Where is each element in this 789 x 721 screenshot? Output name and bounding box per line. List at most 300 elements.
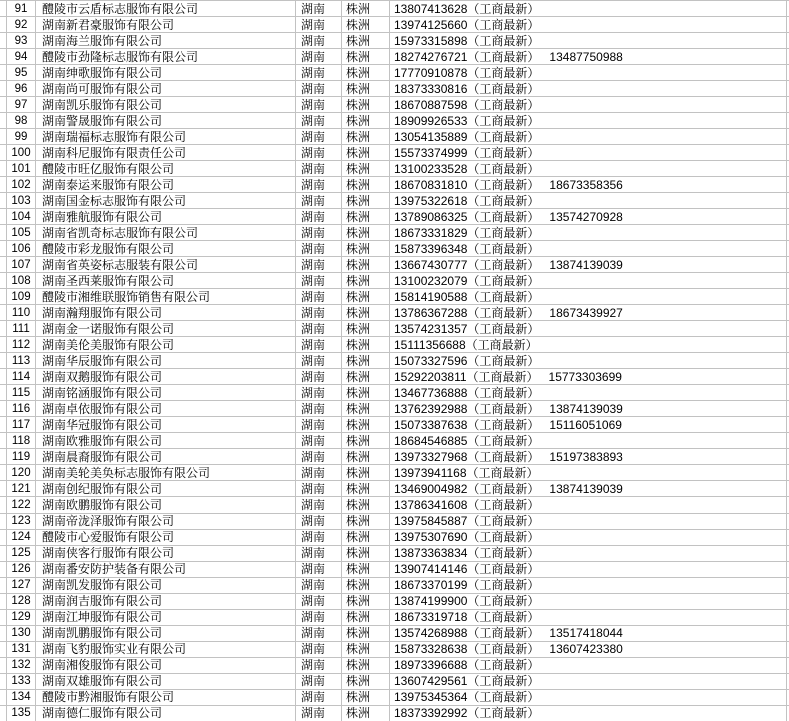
cell-left-sliver[interactable] xyxy=(0,626,7,641)
cell-phones[interactable] xyxy=(390,161,787,176)
cell-row-number[interactable]: 105 xyxy=(7,225,36,240)
cell-city[interactable]: 株洲 xyxy=(342,417,390,432)
cell-row-number[interactable]: 134 xyxy=(7,690,36,705)
cell-company-name[interactable]: 湖南国金标志服饰有限公司 xyxy=(36,193,296,208)
cell-left-sliver[interactable] xyxy=(0,177,7,192)
cell-province[interactable]: 湖南 xyxy=(296,273,342,288)
cell-province[interactable]: 湖南 xyxy=(296,97,342,112)
cell-phones[interactable] xyxy=(390,385,787,400)
cell-row-number[interactable]: 116 xyxy=(7,401,36,416)
cell-province[interactable]: 湖南 xyxy=(296,17,342,32)
cell-phones[interactable] xyxy=(390,97,787,112)
cell-city[interactable]: 株洲 xyxy=(342,193,390,208)
cell-city[interactable]: 株洲 xyxy=(342,241,390,256)
cell-phones[interactable] xyxy=(390,257,787,272)
cell-row-number[interactable]: 129 xyxy=(7,610,36,625)
cell-left-sliver[interactable] xyxy=(0,562,7,577)
cell-city[interactable]: 株洲 xyxy=(342,209,390,224)
table-row xyxy=(0,353,789,369)
cell-phones[interactable] xyxy=(390,225,787,240)
table-row xyxy=(0,97,789,113)
cell-city[interactable]: 株洲 xyxy=(342,385,390,400)
cell-phones[interactable] xyxy=(390,658,787,673)
table-row xyxy=(0,225,789,241)
table-row xyxy=(0,273,789,289)
cell-phones[interactable] xyxy=(390,17,787,32)
cell-row-number[interactable]: 130 xyxy=(7,626,36,641)
cell-city[interactable]: 株洲 xyxy=(342,177,390,192)
cell-row-number[interactable]: 117 xyxy=(7,417,36,432)
cell-left-sliver[interactable] xyxy=(0,225,7,240)
cell-phones[interactable] xyxy=(390,530,787,545)
cell-city[interactable]: 株洲 xyxy=(342,257,390,272)
cell-province[interactable]: 湖南 xyxy=(296,337,342,352)
phone-primary-text: 13789086325（工商最新） xyxy=(394,209,540,224)
phone-primary-text: 15973315898（工商最新） xyxy=(394,33,540,48)
cell-left-sliver[interactable] xyxy=(0,449,7,464)
cell-phones[interactable] xyxy=(390,401,787,416)
cell-left-sliver[interactable] xyxy=(0,417,7,432)
cell-row-number[interactable]: 127 xyxy=(7,578,36,593)
cell-company-name[interactable]: 湖南圣西莱服饰有限公司 xyxy=(36,273,296,288)
cell-row-number[interactable]: 109 xyxy=(7,289,36,304)
cell-phones[interactable] xyxy=(390,449,787,464)
cell-province[interactable]: 湖南 xyxy=(296,642,342,657)
cell-row-number[interactable]: 132 xyxy=(7,658,36,673)
cell-company-name[interactable]: 湖南帝泷泽服饰有限公司 xyxy=(36,514,296,529)
cell-phones[interactable] xyxy=(390,177,787,192)
cell-row-number[interactable]: 121 xyxy=(7,481,36,496)
cell-phones[interactable] xyxy=(390,626,787,641)
cell-phones[interactable] xyxy=(390,81,787,96)
cell-row-number[interactable]: 103 xyxy=(7,193,36,208)
cell-company-name[interactable]: 醴陵市湘维联服饰销售有限公司 xyxy=(36,289,296,304)
cell-company-name[interactable]: 湖南雅航服饰有限公司 xyxy=(36,209,296,224)
cell-left-sliver[interactable] xyxy=(0,161,7,176)
cell-row-number[interactable]: 106 xyxy=(7,241,36,256)
cell-city[interactable]: 株洲 xyxy=(342,289,390,304)
cell-city[interactable]: 株洲 xyxy=(342,433,390,448)
cell-row-number[interactable]: 115 xyxy=(7,385,36,400)
cell-province[interactable]: 湖南 xyxy=(296,209,342,224)
cell-company-name[interactable]: 湖南湘俊服饰有限公司 xyxy=(36,658,296,673)
cell-row-number[interactable]: 110 xyxy=(7,305,36,320)
cell-city[interactable]: 株洲 xyxy=(342,321,390,336)
cell-province[interactable]: 湖南 xyxy=(296,1,342,16)
cell-company-name[interactable]: 湖南瑞福标志服饰有限公司 xyxy=(36,129,296,144)
cell-city[interactable]: 株洲 xyxy=(342,610,390,625)
phone-primary-text: 13467736888（工商最新） xyxy=(394,385,540,400)
cell-province[interactable]: 湖南 xyxy=(296,530,342,545)
cell-company-name[interactable]: 湖南华辰服饰有限公司 xyxy=(36,353,296,368)
cell-row-number[interactable]: 96 xyxy=(7,81,36,96)
phone-secondary-text: 13874139039 xyxy=(549,257,623,272)
cell-city[interactable]: 株洲 xyxy=(342,1,390,16)
phone-secondary-text: 13487750988 xyxy=(549,49,623,64)
cell-phones[interactable] xyxy=(390,305,787,320)
cell-province[interactable]: 湖南 xyxy=(296,81,342,96)
cell-city[interactable]: 株洲 xyxy=(342,562,390,577)
cell-company-name[interactable]: 湖南泰运来服饰有限公司 xyxy=(36,177,296,192)
cell-company-name[interactable]: 醴陵市黔湘服饰有限公司 xyxy=(36,690,296,705)
cell-province[interactable]: 湖南 xyxy=(296,690,342,705)
cell-left-sliver[interactable] xyxy=(0,658,7,673)
table-row xyxy=(0,145,789,161)
cell-left-sliver[interactable] xyxy=(0,594,7,609)
cell-city[interactable]: 株洲 xyxy=(342,449,390,464)
cell-province[interactable]: 湖南 xyxy=(296,674,342,689)
table-row xyxy=(0,706,789,721)
cell-company-name[interactable]: 湖南新君豪服饰有限公司 xyxy=(36,17,296,32)
cell-row-number[interactable]: 120 xyxy=(7,465,36,480)
cell-company-name[interactable]: 湖南欧雅服饰有限公司 xyxy=(36,433,296,448)
cell-province[interactable]: 湖南 xyxy=(296,385,342,400)
cell-phones[interactable] xyxy=(390,369,787,384)
cell-row-number[interactable]: 99 xyxy=(7,129,36,144)
cell-province[interactable]: 湖南 xyxy=(296,497,342,512)
cell-city[interactable]: 株洲 xyxy=(342,129,390,144)
cell-company-name[interactable]: 湖南侠客行服饰有限公司 xyxy=(36,546,296,561)
cell-province[interactable]: 湖南 xyxy=(296,610,342,625)
cell-phones[interactable] xyxy=(390,594,787,609)
cell-left-sliver[interactable] xyxy=(0,129,7,144)
cell-city[interactable]: 株洲 xyxy=(342,145,390,160)
cell-left-sliver[interactable] xyxy=(0,497,7,512)
cell-left-sliver[interactable] xyxy=(0,33,7,48)
cell-province[interactable]: 湖南 xyxy=(296,65,342,80)
table-row xyxy=(0,33,789,49)
cell-province[interactable]: 湖南 xyxy=(296,658,342,673)
cell-city[interactable]: 株洲 xyxy=(342,546,390,561)
cell-phones[interactable] xyxy=(390,353,787,368)
cell-row-number[interactable]: 113 xyxy=(7,353,36,368)
cell-province[interactable]: 湖南 xyxy=(296,546,342,561)
phone-secondary-text: 13517418044 xyxy=(549,626,623,641)
cell-company-name[interactable]: 醴陵市彩龙服饰有限公司 xyxy=(36,241,296,256)
cell-phones[interactable] xyxy=(390,145,787,160)
cell-row-number[interactable]: 128 xyxy=(7,594,36,609)
cell-phones[interactable] xyxy=(390,1,787,16)
cell-left-sliver[interactable] xyxy=(0,97,7,112)
cell-province[interactable]: 湖南 xyxy=(296,481,342,496)
cell-province[interactable]: 湖南 xyxy=(296,578,342,593)
cell-city[interactable]: 株洲 xyxy=(342,594,390,609)
cell-province[interactable]: 湖南 xyxy=(296,321,342,336)
cell-left-sliver[interactable] xyxy=(0,241,7,256)
cell-province[interactable]: 湖南 xyxy=(296,353,342,368)
cell-company-name[interactable]: 湖南海兰服饰有限公司 xyxy=(36,33,296,48)
cell-row-number[interactable]: 98 xyxy=(7,113,36,128)
cell-phones[interactable] xyxy=(390,706,787,721)
table-row xyxy=(0,690,789,706)
cell-left-sliver[interactable] xyxy=(0,113,7,128)
cell-city[interactable]: 株洲 xyxy=(342,465,390,480)
phone-primary-text: 13786367288（工商最新） xyxy=(394,305,540,320)
cell-left-sliver[interactable] xyxy=(0,145,7,160)
cell-company-name[interactable]: 湖南警晟服饰有限公司 xyxy=(36,113,296,128)
cell-company-name[interactable]: 湖南科尼服饰有限责任公司 xyxy=(36,145,296,160)
cell-company-name[interactable]: 湖南省英姿标志服装有限公司 xyxy=(36,257,296,272)
cell-province[interactable]: 湖南 xyxy=(296,594,342,609)
cell-phones[interactable] xyxy=(390,33,787,48)
cell-phones[interactable] xyxy=(390,562,787,577)
table-row xyxy=(0,369,789,385)
cell-city[interactable]: 株洲 xyxy=(342,65,390,80)
table-row xyxy=(0,626,789,642)
cell-company-name[interactable]: 湖南美轮美奂标志服饰有限公司 xyxy=(36,465,296,480)
cell-province[interactable]: 湖南 xyxy=(296,465,342,480)
cell-company-name[interactable]: 湖南瀚翔服饰有限公司 xyxy=(36,305,296,320)
cell-city[interactable]: 株洲 xyxy=(342,578,390,593)
cell-row-number[interactable]: 95 xyxy=(7,65,36,80)
cell-phones[interactable] xyxy=(390,465,787,480)
cell-row-number[interactable]: 114 xyxy=(7,369,36,384)
cell-row-number[interactable]: 133 xyxy=(7,674,36,689)
cell-left-sliver[interactable] xyxy=(0,433,7,448)
cell-row-number[interactable]: 122 xyxy=(7,497,36,512)
cell-province[interactable]: 湖南 xyxy=(296,113,342,128)
cell-city[interactable]: 株洲 xyxy=(342,225,390,240)
cell-row-number[interactable]: 126 xyxy=(7,562,36,577)
table-row xyxy=(0,161,789,177)
cell-city[interactable]: 株洲 xyxy=(342,642,390,657)
cell-phones[interactable] xyxy=(390,690,787,705)
cell-province[interactable]: 湖南 xyxy=(296,145,342,160)
cell-left-sliver[interactable] xyxy=(0,578,7,593)
cell-row-number[interactable]: 111 xyxy=(7,321,36,336)
cell-city[interactable]: 株洲 xyxy=(342,514,390,529)
cell-row-number[interactable]: 112 xyxy=(7,337,36,352)
cell-city[interactable]: 株洲 xyxy=(342,481,390,496)
cell-province[interactable]: 湖南 xyxy=(296,129,342,144)
cell-city[interactable]: 株洲 xyxy=(342,497,390,512)
cell-city[interactable]: 株洲 xyxy=(342,706,390,721)
cell-left-sliver[interactable] xyxy=(0,337,7,352)
cell-left-sliver[interactable] xyxy=(0,49,7,64)
cell-phones[interactable] xyxy=(390,321,787,336)
cell-left-sliver[interactable] xyxy=(0,209,7,224)
phone-primary-text: 13807413628（工商最新） xyxy=(394,1,540,16)
cell-row-number[interactable]: 101 xyxy=(7,161,36,176)
cell-left-sliver[interactable] xyxy=(0,514,7,529)
cell-phones[interactable] xyxy=(390,497,787,512)
cell-row-number[interactable]: 131 xyxy=(7,642,36,657)
cell-row-number[interactable]: 107 xyxy=(7,257,36,272)
cell-city[interactable]: 株洲 xyxy=(342,337,390,352)
cell-left-sliver[interactable] xyxy=(0,65,7,80)
cell-row-number[interactable]: 125 xyxy=(7,546,36,561)
cell-company-name[interactable]: 湖南凯乐服饰有限公司 xyxy=(36,97,296,112)
cell-phones[interactable] xyxy=(390,65,787,80)
cell-city[interactable]: 株洲 xyxy=(342,273,390,288)
cell-phones[interactable] xyxy=(390,578,787,593)
cell-left-sliver[interactable] xyxy=(0,530,7,545)
cell-row-number[interactable]: 92 xyxy=(7,17,36,32)
cell-province[interactable]: 湖南 xyxy=(296,514,342,529)
phone-primary-text: 13469004982（工商最新） xyxy=(394,481,540,496)
cell-left-sliver[interactable] xyxy=(0,369,7,384)
cell-left-sliver[interactable] xyxy=(0,321,7,336)
cell-company-name[interactable]: 醴陵市劲隆标志服饰有限公司 xyxy=(36,49,296,64)
cell-city[interactable]: 株洲 xyxy=(342,17,390,32)
cell-left-sliver[interactable] xyxy=(0,305,7,320)
cell-province[interactable]: 湖南 xyxy=(296,401,342,416)
cell-province[interactable]: 湖南 xyxy=(296,369,342,384)
cell-company-name[interactable]: 醴陵市旺亿服饰有限公司 xyxy=(36,161,296,176)
cell-city[interactable]: 株洲 xyxy=(342,530,390,545)
cell-phones[interactable] xyxy=(390,546,787,561)
cell-phones[interactable] xyxy=(390,674,787,689)
cell-row-number[interactable]: 104 xyxy=(7,209,36,224)
cell-company-name[interactable]: 湖南润吉服饰有限公司 xyxy=(36,594,296,609)
cell-phones[interactable] xyxy=(390,193,787,208)
cell-left-sliver[interactable] xyxy=(0,642,7,657)
cell-company-name[interactable]: 湖南凯发服饰有限公司 xyxy=(36,578,296,593)
cell-left-sliver[interactable] xyxy=(0,289,7,304)
cell-left-sliver[interactable] xyxy=(0,81,7,96)
cell-company-name[interactable]: 醴陵市心爱服饰有限公司 xyxy=(36,530,296,545)
cell-city[interactable]: 株洲 xyxy=(342,97,390,112)
cell-phones[interactable] xyxy=(390,642,787,657)
cell-phones[interactable] xyxy=(390,241,787,256)
table-row xyxy=(0,674,789,690)
cell-row-number[interactable]: 94 xyxy=(7,49,36,64)
table-row xyxy=(0,610,789,626)
table-row xyxy=(0,17,789,33)
phone-primary-text: 13907414146（工商最新） xyxy=(394,562,540,577)
cell-company-name[interactable]: 湖南创纪服饰有限公司 xyxy=(36,481,296,496)
cell-phones[interactable] xyxy=(390,337,787,352)
cell-company-name[interactable]: 湖南卓依服饰有限公司 xyxy=(36,401,296,416)
cell-left-sliver[interactable] xyxy=(0,690,7,705)
cell-company-name[interactable]: 湖南欧鹏服饰有限公司 xyxy=(36,497,296,512)
cell-province[interactable]: 湖南 xyxy=(296,626,342,641)
cell-row-number[interactable]: 123 xyxy=(7,514,36,529)
cell-province[interactable]: 湖南 xyxy=(296,33,342,48)
cell-left-sliver[interactable] xyxy=(0,385,7,400)
cell-left-sliver[interactable] xyxy=(0,481,7,496)
cell-company-name[interactable]: 湖南绅歌服饰有限公司 xyxy=(36,65,296,80)
cell-phones[interactable] xyxy=(390,433,787,448)
cell-company-name[interactable]: 湖南美伦美服饰有限公司 xyxy=(36,337,296,352)
cell-phones[interactable] xyxy=(390,289,787,304)
cell-province[interactable]: 湖南 xyxy=(296,305,342,320)
cell-left-sliver[interactable] xyxy=(0,610,7,625)
cell-city[interactable]: 株洲 xyxy=(342,690,390,705)
cell-left-sliver[interactable] xyxy=(0,353,7,368)
cell-province[interactable]: 湖南 xyxy=(296,49,342,64)
cell-province[interactable]: 湖南 xyxy=(296,177,342,192)
cell-province[interactable]: 湖南 xyxy=(296,449,342,464)
cell-left-sliver[interactable] xyxy=(0,465,7,480)
cell-phones[interactable] xyxy=(390,481,787,496)
cell-row-number[interactable]: 100 xyxy=(7,145,36,160)
cell-city[interactable]: 株洲 xyxy=(342,49,390,64)
cell-phones[interactable] xyxy=(390,273,787,288)
cell-company-name[interactable]: 湖南金一诺服饰有限公司 xyxy=(36,321,296,336)
cell-company-name[interactable]: 湖南德仁服饰有限公司 xyxy=(36,706,296,721)
cell-company-name[interactable]: 湖南江坤服饰有限公司 xyxy=(36,610,296,625)
cell-row-number[interactable]: 118 xyxy=(7,433,36,448)
cell-left-sliver[interactable] xyxy=(0,193,7,208)
cell-company-name[interactable]: 湖南双雄服饰有限公司 xyxy=(36,674,296,689)
cell-left-sliver[interactable] xyxy=(0,401,7,416)
cell-phones[interactable] xyxy=(390,417,787,432)
cell-city[interactable]: 株洲 xyxy=(342,113,390,128)
cell-city[interactable]: 株洲 xyxy=(342,161,390,176)
cell-company-name[interactable]: 湖南番安防护装备有限公司 xyxy=(36,562,296,577)
cell-left-sliver[interactable] xyxy=(0,273,7,288)
cell-left-sliver[interactable] xyxy=(0,546,7,561)
cell-company-name[interactable]: 醴陵市云盾标志服饰有限公司 xyxy=(36,1,296,16)
cell-company-name[interactable]: 湖南晨裔服饰有限公司 xyxy=(36,449,296,464)
cell-province[interactable]: 湖南 xyxy=(296,417,342,432)
cell-left-sliver[interactable] xyxy=(0,674,7,689)
cell-province[interactable]: 湖南 xyxy=(296,161,342,176)
cell-city[interactable]: 株洲 xyxy=(342,81,390,96)
cell-city[interactable]: 株洲 xyxy=(342,33,390,48)
cell-company-name[interactable]: 湖南凯鹏服饰有限公司 xyxy=(36,626,296,641)
cell-phones[interactable] xyxy=(390,514,787,529)
cell-province[interactable]: 湖南 xyxy=(296,225,342,240)
cell-province[interactable]: 湖南 xyxy=(296,562,342,577)
cell-row-number[interactable]: 97 xyxy=(7,97,36,112)
cell-province[interactable]: 湖南 xyxy=(296,257,342,272)
cell-left-sliver[interactable] xyxy=(0,257,7,272)
cell-company-name[interactable]: 湖南铭涵服饰有限公司 xyxy=(36,385,296,400)
cell-row-number[interactable]: 108 xyxy=(7,273,36,288)
cell-city[interactable]: 株洲 xyxy=(342,658,390,673)
cell-province[interactable]: 湖南 xyxy=(296,241,342,256)
cell-row-number[interactable]: 93 xyxy=(7,33,36,48)
cell-row-number[interactable]: 91 xyxy=(7,1,36,16)
cell-city[interactable]: 株洲 xyxy=(342,401,390,416)
cell-left-sliver[interactable] xyxy=(0,1,7,16)
phone-primary-text: 13975322618（工商最新） xyxy=(394,193,540,208)
cell-row-number[interactable]: 102 xyxy=(7,177,36,192)
phone-primary-text: 13786341608（工商最新） xyxy=(394,497,540,512)
cell-company-name[interactable]: 湖南尚可服饰有限公司 xyxy=(36,81,296,96)
cell-company-name[interactable]: 湖南双鹅服饰有限公司 xyxy=(36,369,296,384)
cell-phones[interactable] xyxy=(390,113,787,128)
table-row xyxy=(0,417,789,433)
table-row xyxy=(0,514,789,530)
cell-row-number[interactable]: 135 xyxy=(7,706,36,721)
cell-province[interactable]: 湖南 xyxy=(296,193,342,208)
cell-company-name[interactable]: 湖南省凯奇标志服饰有限公司 xyxy=(36,225,296,240)
cell-left-sliver[interactable] xyxy=(0,17,7,32)
cell-province[interactable]: 湖南 xyxy=(296,706,342,721)
cell-company-name[interactable]: 湖南华冠服饰有限公司 xyxy=(36,417,296,432)
cell-row-number[interactable]: 124 xyxy=(7,530,36,545)
cell-city[interactable]: 株洲 xyxy=(342,674,390,689)
cell-city[interactable]: 株洲 xyxy=(342,353,390,368)
table-row xyxy=(0,401,789,417)
cell-phones[interactable] xyxy=(390,610,787,625)
cell-province[interactable]: 湖南 xyxy=(296,289,342,304)
cell-company-name[interactable]: 湖南飞豹服饰实业有限公司 xyxy=(36,642,296,657)
cell-city[interactable]: 株洲 xyxy=(342,305,390,320)
cell-row-number[interactable]: 119 xyxy=(7,449,36,464)
cell-province[interactable]: 湖南 xyxy=(296,433,342,448)
cell-city[interactable]: 株洲 xyxy=(342,626,390,641)
cell-city[interactable]: 株洲 xyxy=(342,369,390,384)
cell-phones[interactable] xyxy=(390,129,787,144)
cell-phones[interactable] xyxy=(390,209,787,224)
phone-secondary-text: 15773303699 xyxy=(548,369,622,384)
cell-left-sliver[interactable] xyxy=(0,706,7,721)
cell-phones[interactable] xyxy=(390,49,787,64)
